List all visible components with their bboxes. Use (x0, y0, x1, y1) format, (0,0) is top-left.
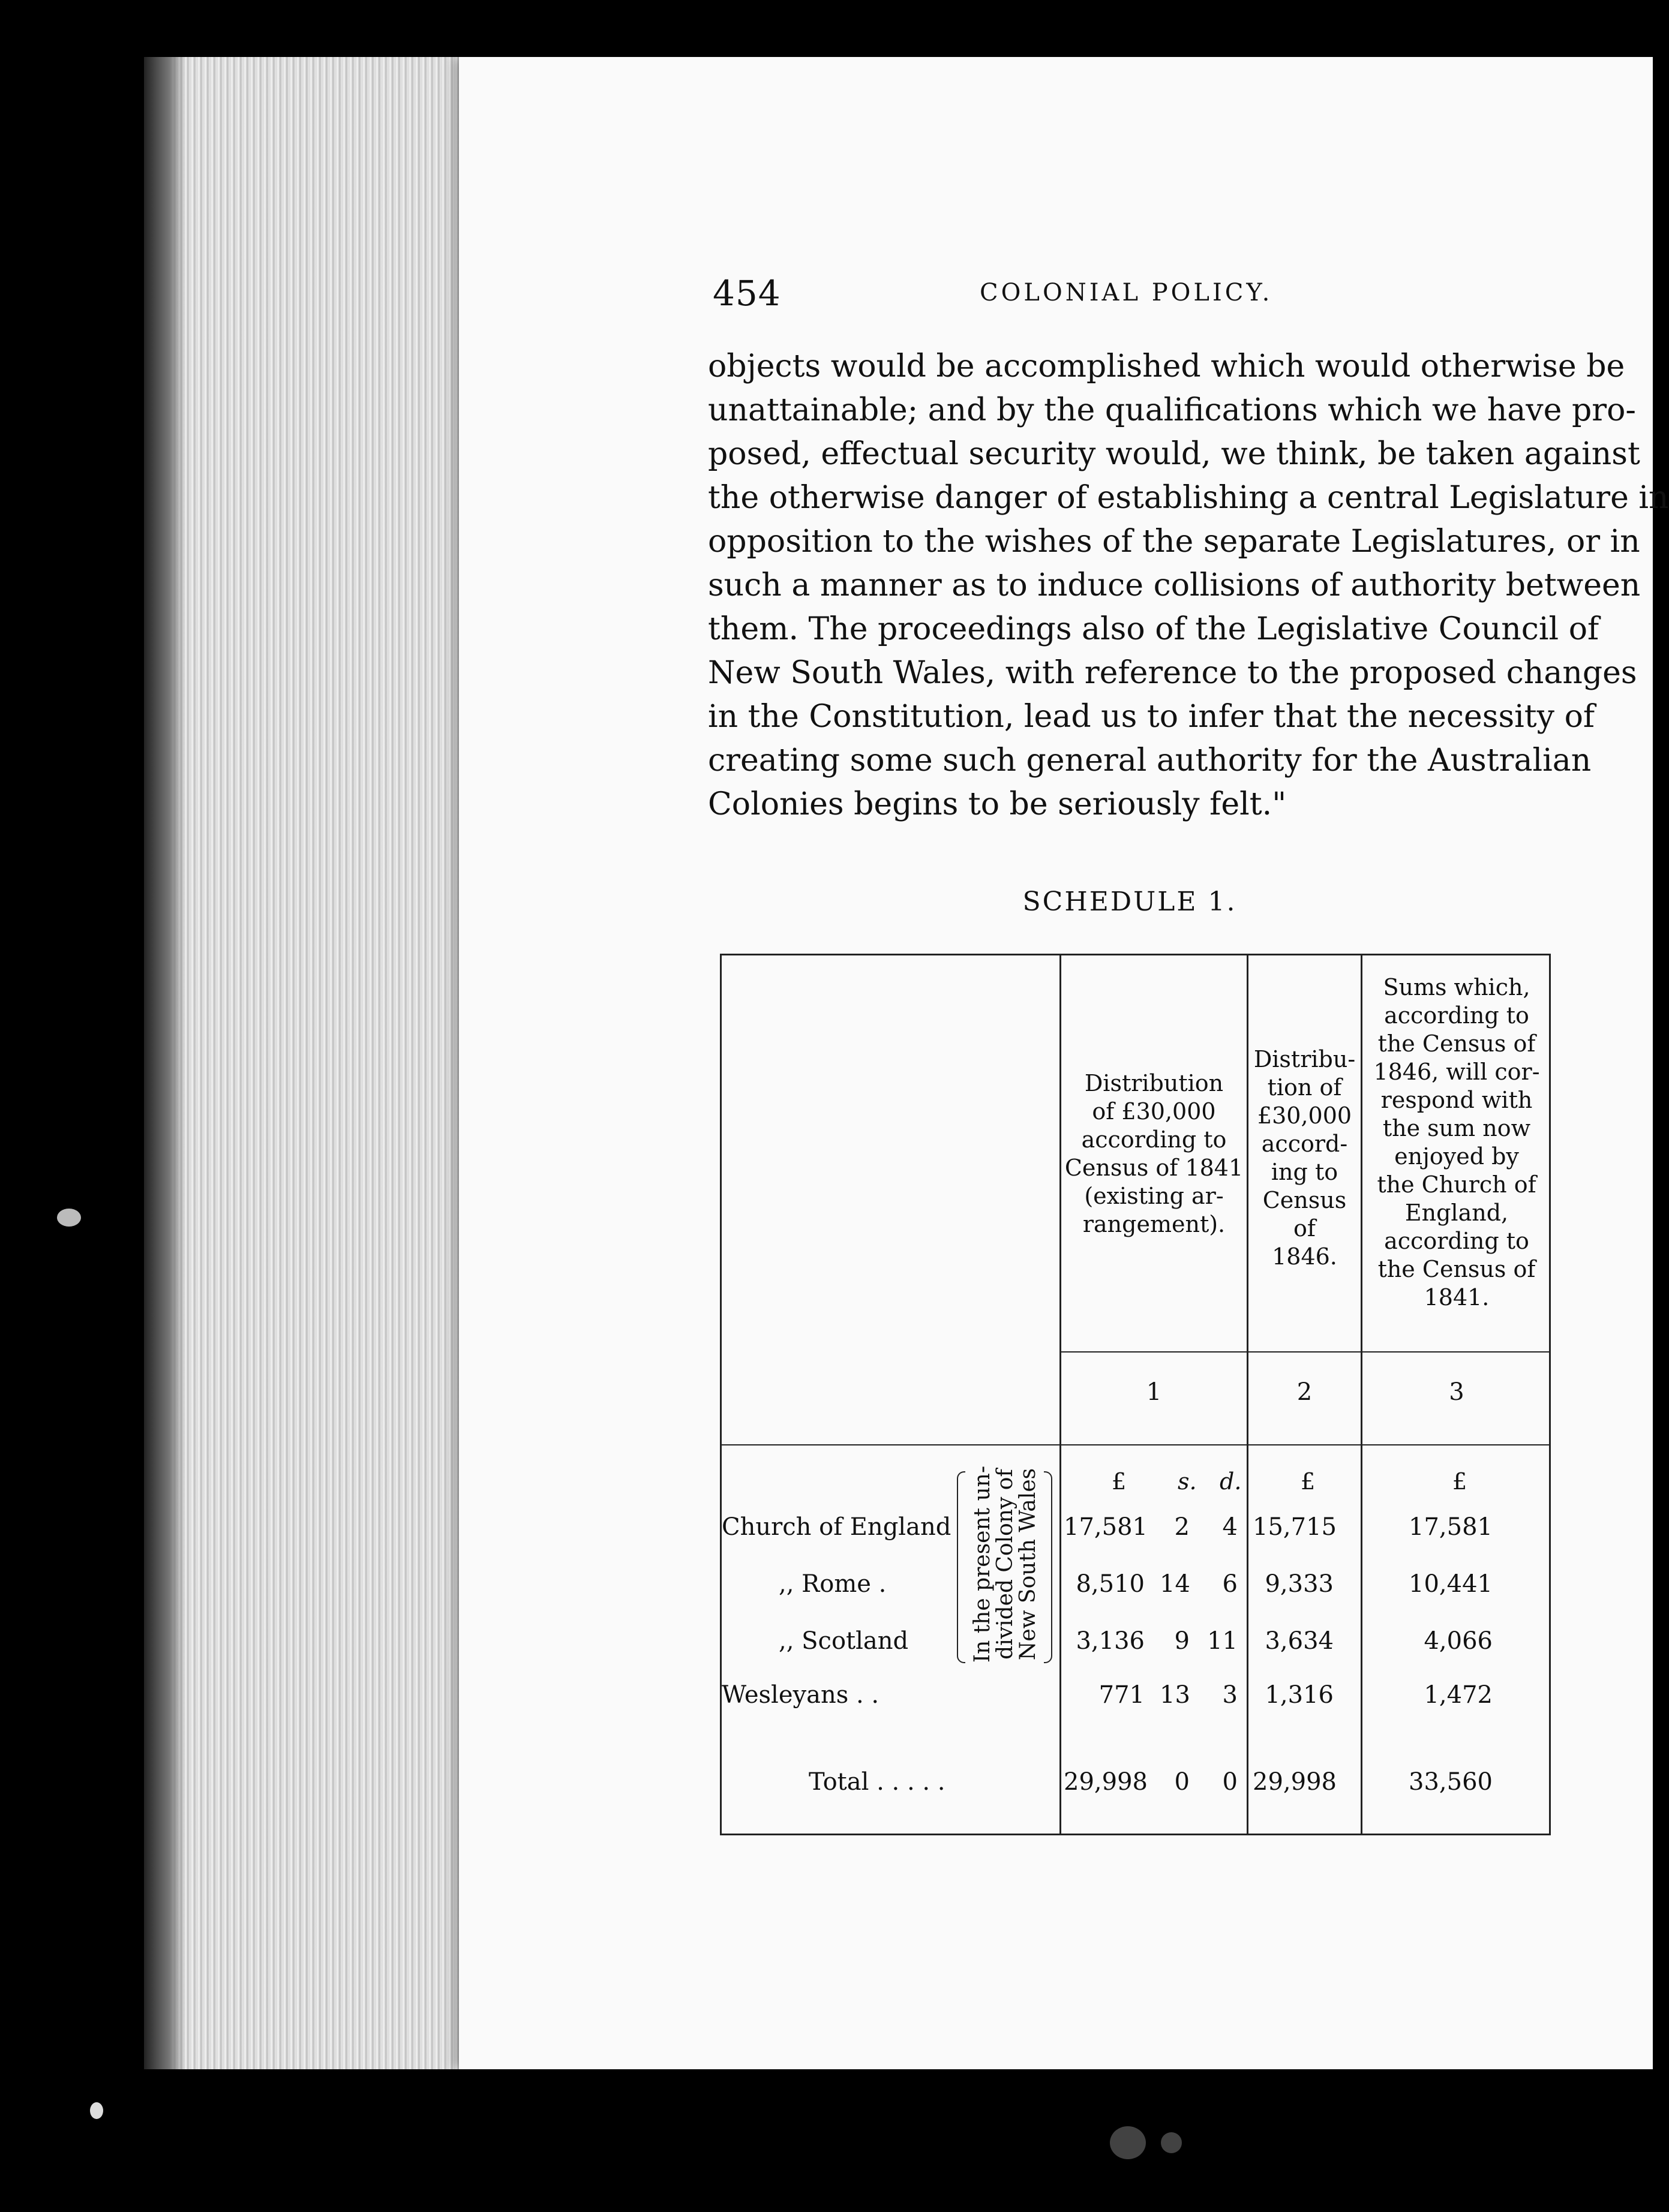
side-note (959, 1465, 1052, 1663)
header-line: according to (1384, 1228, 1529, 1254)
header-line: Distribution (1084, 1070, 1224, 1096)
body-line: New South Wales, with reference to the proposed changes (708, 655, 1637, 691)
header-rule (1059, 1351, 1549, 1353)
header-line: 1841. (1424, 1284, 1490, 1311)
cell-col3: 1,472 (1424, 1681, 1493, 1709)
side-note-line: New South Wales (1015, 1468, 1040, 1661)
header-line: according to (1384, 1002, 1529, 1029)
column-number: 3 (1449, 1378, 1464, 1406)
body-line: Colonies begins to be seriously felt." (708, 786, 1287, 822)
total-pounds: 29,998 (1064, 1768, 1148, 1796)
cell-shillings: 9 (1174, 1627, 1190, 1655)
header-line: ing to (1271, 1159, 1338, 1185)
header-line: Distribu- (1253, 1046, 1356, 1072)
body-line: such a manner as to induce collisions of authority between (708, 567, 1641, 603)
header-line: the Census of (1377, 1256, 1536, 1282)
schedule-table (720, 954, 1551, 1835)
header-line: Census of (1262, 1187, 1347, 1242)
cell-pence: 11 (1207, 1627, 1238, 1655)
unit-pence: d. (1220, 1468, 1242, 1495)
column-header-3 (1362, 973, 1551, 1312)
header-line: of £30,000 (1092, 1098, 1216, 1125)
side-note-text (971, 1466, 1040, 1663)
row-label: ,, Rome . (779, 1570, 887, 1598)
cell-pounds: 3,136 (1076, 1627, 1145, 1655)
column-header-1 (1061, 1069, 1247, 1239)
body-line: objects would be accomplished which would otherwise be (708, 348, 1625, 384)
header-line: accord- (1261, 1131, 1348, 1157)
cell-col2: 15,715 (1253, 1513, 1337, 1541)
header-line: 1846. (1272, 1243, 1337, 1270)
row-label: ,, Scotland (779, 1627, 909, 1655)
body-line: them. The proceedings also of the Legislative Council of (708, 611, 1599, 647)
cell-pence: 6 (1222, 1570, 1238, 1598)
schedule-title: SCHEDULE 1. (1022, 886, 1237, 917)
cell-col2: 1,316 (1265, 1681, 1334, 1709)
total-col3: 33,560 (1409, 1768, 1493, 1796)
total-pence: 0 (1222, 1768, 1238, 1796)
row-label: Wesleyans . . (722, 1681, 879, 1709)
header-rule (722, 1444, 1549, 1445)
header-line: Sums which, (1383, 974, 1530, 1000)
cell-col3: 17,581 (1409, 1513, 1493, 1541)
running-head (713, 273, 1535, 315)
total-label: Total . . . . . (809, 1768, 945, 1796)
edge-shadow (144, 57, 186, 2069)
body-line: opposition to the wishes of the separate Legislatures, or in (708, 524, 1640, 560)
scan-smudge (90, 2102, 103, 2119)
cell-pence: 4 (1222, 1513, 1238, 1541)
page-edges (144, 57, 468, 2069)
side-note-line: divided Colony of (992, 1469, 1017, 1660)
header-line: the Census of (1377, 1030, 1536, 1057)
header-line: respond with (1380, 1087, 1533, 1113)
column-number: 1 (1146, 1378, 1162, 1406)
header-line: rangement). (1082, 1211, 1226, 1237)
page-number: 454 (713, 273, 781, 314)
page-heading: COLONIAL POLICY. (980, 279, 1273, 306)
cell-pounds: 771 (1098, 1681, 1145, 1709)
total-col2: 29,998 (1253, 1768, 1337, 1796)
cell-col2: 9,333 (1265, 1570, 1334, 1598)
body-text (708, 345, 1669, 827)
unit-pounds: £ (1112, 1468, 1127, 1495)
unit-pounds: £ (1452, 1468, 1467, 1495)
body-line: the otherwise danger of establishing a central Legislature in (708, 480, 1669, 516)
header-line: Census of 1841 (1064, 1155, 1244, 1181)
body-line: in the Constitution, lead us to infer that the necessity of (708, 699, 1595, 735)
header-line: enjoyed by (1394, 1143, 1519, 1170)
scan-smudge (1161, 2132, 1182, 2153)
header-line: according to (1081, 1126, 1227, 1153)
cell-pence: 3 (1222, 1681, 1238, 1709)
header-line: tion of (1267, 1074, 1342, 1101)
unit-pounds: £ (1301, 1468, 1316, 1495)
header-line: the sum now (1382, 1115, 1531, 1141)
total-shillings: 0 (1174, 1768, 1190, 1796)
cell-pounds: 17,581 (1064, 1513, 1148, 1541)
cell-shillings: 14 (1160, 1570, 1190, 1598)
header-line: the Church of (1377, 1171, 1536, 1198)
body-line: unattainable; and by the qualifications which we have pro- (708, 392, 1636, 428)
scan-smudge (57, 1209, 81, 1227)
cell-pounds: 8,510 (1076, 1570, 1145, 1598)
scan-smudge (1110, 2126, 1146, 2159)
body-line: creating some such general authority for the Australian (708, 743, 1592, 779)
header-line: 1846, will cor- (1373, 1059, 1540, 1085)
header-line: £30,000 (1257, 1102, 1352, 1129)
cell-col3: 4,066 (1424, 1627, 1493, 1655)
column-header-2 (1248, 1045, 1361, 1271)
unit-shillings: s. (1178, 1468, 1197, 1495)
cell-col2: 3,634 (1265, 1627, 1334, 1655)
cell-shillings: 2 (1174, 1513, 1190, 1541)
cell-shillings: 13 (1160, 1681, 1190, 1709)
column-number: 2 (1296, 1378, 1313, 1406)
header-line: England, (1404, 1200, 1509, 1226)
header-line: (existing ar- (1084, 1183, 1224, 1209)
body-line: posed, effectual security would, we think, be taken against (708, 436, 1640, 472)
cell-col3: 10,441 (1409, 1570, 1493, 1598)
row-label: Church of England (722, 1513, 951, 1541)
side-note-line: In the present un- (969, 1465, 995, 1663)
